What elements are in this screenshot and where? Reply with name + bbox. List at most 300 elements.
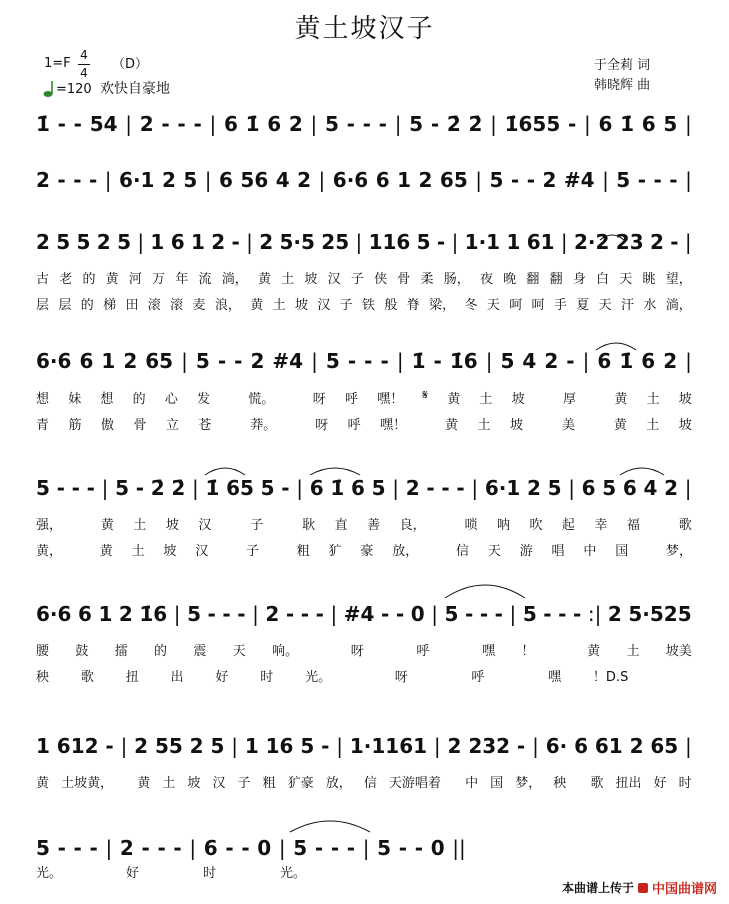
bar-line: | xyxy=(509,602,517,626)
note: - xyxy=(234,349,243,373)
lyric-syllable: 粗 xyxy=(296,544,310,559)
note: 6 xyxy=(622,476,637,500)
lyric-syllable: 吹 xyxy=(529,518,543,533)
note: 5·5 xyxy=(279,230,315,254)
note: 232 xyxy=(468,734,511,758)
lyric-syllable: 流 xyxy=(198,272,212,287)
lyric-syllable: 天 xyxy=(486,298,500,313)
lyric-syllable: 土 xyxy=(626,644,640,659)
lyric-syllable: 脊 xyxy=(406,298,420,313)
lyric-syllable: 坡 xyxy=(511,392,525,407)
lyric-line-5 xyxy=(36,514,692,532)
tempo-mark: =120 xyxy=(56,82,92,97)
note: 55 xyxy=(154,734,183,758)
lyric-syllable: 强， xyxy=(36,518,63,533)
bar-line: | xyxy=(318,168,326,192)
note: 16 xyxy=(265,734,294,758)
note: 1̇ xyxy=(619,349,634,373)
lyric-syllable: 子 xyxy=(250,518,264,533)
lyric-syllable: 万 xyxy=(152,272,166,287)
lyric-syllable: 歌 xyxy=(80,670,94,685)
composer-credit: 韩晓辉 曲 xyxy=(594,78,651,93)
lyric-syllable: 信 xyxy=(363,776,377,791)
lyric-syllable: 呐 xyxy=(496,518,510,533)
lyric-line-7 xyxy=(36,640,692,658)
bar-line: | xyxy=(362,836,370,860)
note: 25 xyxy=(321,230,350,254)
note: - xyxy=(161,112,170,136)
note: - xyxy=(73,836,82,860)
bar-line: | xyxy=(105,836,113,860)
lyric-syllable: 腰 xyxy=(36,644,50,659)
bar-line: | xyxy=(296,476,304,500)
note: - xyxy=(237,602,246,626)
staff-row-4 xyxy=(36,343,692,379)
bar-line: || xyxy=(452,836,466,860)
lyric-syllable: 筋 xyxy=(68,418,82,433)
bar-line: | xyxy=(120,734,128,758)
site-logo-icon xyxy=(638,883,648,893)
lyric-syllable: 中 xyxy=(465,776,479,791)
bar-line: | xyxy=(173,602,181,626)
lyric-syllable: 放， xyxy=(325,776,352,791)
lyric-syllable: 国 xyxy=(490,776,504,791)
lyric-syllable: 粗 xyxy=(262,776,276,791)
note: 5 xyxy=(260,476,275,500)
note: 2 xyxy=(123,349,138,373)
note: 5 xyxy=(187,602,201,626)
bar-line: | xyxy=(431,602,438,626)
note: 2 xyxy=(526,476,541,500)
note: 1·1161 xyxy=(349,734,428,758)
bar-line: | xyxy=(602,168,609,192)
lyric-syllable: 坡 xyxy=(163,544,177,559)
note: 6 xyxy=(350,476,365,500)
lyric-syllable: 震 xyxy=(193,644,207,659)
lyric-syllable: 般 xyxy=(384,298,398,313)
note: 4 xyxy=(643,476,658,500)
note: 54 xyxy=(89,112,118,136)
expression-mark: 欢快自豪地 xyxy=(100,81,170,97)
lyric-line-9 xyxy=(36,772,692,790)
note: - xyxy=(494,602,503,626)
lyric-syllable: 直 xyxy=(334,518,348,533)
note: - xyxy=(573,602,582,626)
lyricist-credit: 于全莉 词 xyxy=(594,58,651,73)
lyric-syllable: 呵 xyxy=(509,298,523,313)
note: 2 xyxy=(36,168,50,192)
lyric-syllable: 呀 xyxy=(315,418,329,433)
lyric-syllable: 汉 xyxy=(195,544,209,559)
note: 5 xyxy=(195,349,210,373)
note: - xyxy=(89,168,98,192)
note: - xyxy=(395,602,405,626)
lyric-syllable: 扭 xyxy=(125,670,139,685)
note: 6 xyxy=(598,112,613,136)
key-signature: 1=F xyxy=(44,56,71,71)
note: 2 xyxy=(259,230,274,254)
note: 2 xyxy=(161,168,176,192)
quarter-note-icon xyxy=(43,80,57,98)
lyric-syllable: ！D.S xyxy=(592,670,629,685)
note: 1 xyxy=(506,230,521,254)
lyric-syllable: 身 xyxy=(572,272,586,287)
lyric-syllable: 夏 xyxy=(576,298,590,313)
lyric-syllable: 坡 xyxy=(165,518,179,533)
bar-line: | xyxy=(685,168,692,192)
bar-line: | xyxy=(192,476,199,500)
lyric-syllable: 豪 xyxy=(360,544,374,559)
lyric-syllable: 鼓 xyxy=(75,644,89,659)
note: 1̇ xyxy=(411,349,426,373)
staff-row-6 xyxy=(36,596,692,632)
note: - xyxy=(436,230,446,254)
lyric-syllable: 光。 xyxy=(36,866,63,881)
note: - xyxy=(414,836,424,860)
note: 1 xyxy=(190,230,205,254)
note: 2 xyxy=(119,836,134,860)
note: 2 xyxy=(134,734,149,758)
bar-line: | xyxy=(181,349,188,373)
lyric-syllable: 老 xyxy=(59,272,73,287)
note: 2 xyxy=(189,734,204,758)
note: 1̇ xyxy=(36,112,50,136)
note: 2 xyxy=(265,602,280,626)
bar-line: | xyxy=(310,112,318,136)
note: 1̇ xyxy=(330,476,345,500)
note: 6 xyxy=(641,349,656,373)
note: 6 xyxy=(574,734,588,758)
note: 1 xyxy=(36,734,50,758)
bar-line: | xyxy=(396,349,404,373)
note: - xyxy=(398,836,408,860)
note: 5 xyxy=(36,476,50,500)
lyric-syllable: 发 xyxy=(197,392,211,407)
note: - xyxy=(346,836,356,860)
lyric-syllable: 梦， xyxy=(665,544,692,559)
note: - xyxy=(566,349,575,373)
upload-footer: 本曲谱上传于 中国曲谱网 xyxy=(562,878,717,897)
note: 65 xyxy=(145,349,174,373)
note: 2 xyxy=(418,168,433,192)
lyric-syllable: 柔 xyxy=(420,272,434,287)
lyric-syllable: 坡美 xyxy=(665,644,692,659)
note: 6·1 xyxy=(119,168,155,192)
bar-line: | xyxy=(231,734,238,758)
lyric-syllable: 莽。 xyxy=(250,418,277,433)
lyric-syllable: 好 xyxy=(653,776,667,791)
bar-line: | xyxy=(684,476,692,500)
lyric-syllable: 耿 xyxy=(302,518,316,533)
bar-line: | xyxy=(125,112,133,136)
note: 5 xyxy=(117,230,131,254)
lyric-syllable: 黄 xyxy=(105,272,119,287)
note: - xyxy=(141,836,150,860)
note: 5 xyxy=(409,112,424,136)
bar-line: | xyxy=(101,476,109,500)
lyric-syllable: 淌， xyxy=(221,272,248,287)
note: 2 xyxy=(36,230,50,254)
lyric-syllable: 梦， xyxy=(515,776,542,791)
staff-row-8 xyxy=(36,830,466,866)
note: - xyxy=(479,602,489,626)
lyric-syllable: 肠， xyxy=(443,272,470,287)
note: 6 xyxy=(597,349,612,373)
time-signature: 4 4 xyxy=(78,48,90,81)
lyric-syllable: 黄 xyxy=(99,544,113,559)
lyric-syllable: 淌， xyxy=(665,298,692,313)
lyric-syllable: 唱 xyxy=(551,544,565,559)
note: - xyxy=(241,836,250,860)
lyric-syllable: 立 xyxy=(165,418,179,433)
lyric-syllable: 铁 xyxy=(362,298,376,313)
lyric-syllable: 良， xyxy=(399,518,426,533)
lyric-syllable: 时 xyxy=(202,866,216,881)
note: 5 xyxy=(115,476,130,500)
lyric-syllable: 𝄋 xyxy=(422,388,428,403)
note: 5 xyxy=(36,836,50,860)
lyric-syllable: 起 xyxy=(561,518,575,533)
note: 6 xyxy=(77,602,92,626)
lyric-syllable: 秧 xyxy=(553,776,567,791)
lyric-syllable: 层 xyxy=(36,298,50,313)
note: - xyxy=(426,476,435,500)
lyric-syllable: 唢 xyxy=(464,518,478,533)
lyric-syllable: 年 xyxy=(175,272,189,287)
note: 2̇ xyxy=(171,476,186,500)
lyric-syllable: 擂 xyxy=(114,644,128,659)
note: - xyxy=(330,836,340,860)
bar-line: | xyxy=(278,836,286,860)
note: 2̇ xyxy=(150,476,165,500)
bar-line: | xyxy=(311,349,318,373)
lyric-syllable: 子 xyxy=(339,298,353,313)
lyric-syllable: 秧 xyxy=(36,670,50,685)
lyric-syllable: 的 xyxy=(132,392,146,407)
lyric-syllable: 呀 xyxy=(350,644,364,659)
note: 6 xyxy=(170,230,185,254)
note: 0 xyxy=(430,836,445,860)
lyric-syllable: 坡 xyxy=(509,418,523,433)
note: 612 xyxy=(56,734,99,758)
note: 65 xyxy=(439,168,468,192)
lyric-syllable: 美 xyxy=(561,418,575,433)
lyric-syllable: 水 xyxy=(643,298,657,313)
note: 6 xyxy=(641,112,656,136)
lyric-syllable: 天游唱着 xyxy=(388,776,441,791)
lyric-syllable: 梁， xyxy=(429,298,456,313)
lyric-syllable: 信 xyxy=(455,544,469,559)
note: - xyxy=(347,349,357,373)
lyric-syllable: 子 xyxy=(237,776,251,791)
note: - xyxy=(135,476,145,500)
note: #4 xyxy=(563,168,595,192)
note: - xyxy=(73,112,82,136)
bar-line: | xyxy=(336,734,344,758)
lyric-syllable: 汉 xyxy=(212,776,226,791)
note: - xyxy=(231,230,240,254)
note: 2 xyxy=(607,602,622,626)
note: 61 xyxy=(526,230,555,254)
lyric-syllable: 坡 xyxy=(187,776,201,791)
bar-line: | xyxy=(584,112,591,136)
bar-line: | xyxy=(568,476,575,500)
note: - xyxy=(157,836,166,860)
lyric-syllable: 晚 xyxy=(503,272,517,287)
lyric-syllable: 黄 xyxy=(257,272,271,287)
staff-row-3 xyxy=(36,224,692,260)
note: - xyxy=(558,602,567,626)
bar-line: | xyxy=(209,112,217,136)
note: 5 xyxy=(293,836,308,860)
lyric-syllable: 翻 xyxy=(526,272,540,287)
lyric-syllable: 天 xyxy=(619,272,633,287)
lyric-syllable: 浪， xyxy=(214,298,241,313)
note: #4 xyxy=(343,602,375,626)
lyric-syllable: 犷豪 xyxy=(287,776,314,791)
lyric-syllable: 心 xyxy=(164,392,178,407)
score-title: 黄土坡汉子 xyxy=(294,14,435,44)
lyric-syllable: 呼 xyxy=(416,644,430,659)
bar-line: | xyxy=(451,230,459,254)
lyric-syllable: 汉 xyxy=(327,272,341,287)
note: - xyxy=(105,734,114,758)
lyric-syllable: 歌 xyxy=(590,776,604,791)
lyric-syllable: 土 xyxy=(281,272,295,287)
note: - xyxy=(637,168,647,192)
lyric-syllable: 土 xyxy=(131,544,145,559)
note: - xyxy=(380,349,389,373)
staff-row-5 xyxy=(36,470,692,506)
lyric-syllable: 呵 xyxy=(531,298,545,313)
lyric-syllable: 福 xyxy=(626,518,640,533)
lyric-syllable: 天 xyxy=(487,544,501,559)
bar-line: | xyxy=(490,112,497,136)
lyric-line-3 xyxy=(36,388,692,406)
site-logo-text[interactable]: 中国曲谱网 xyxy=(651,882,717,897)
lyric-syllable: 骨 xyxy=(397,272,411,287)
lyric-syllable: 土坡黄， xyxy=(61,776,114,791)
note: 1 xyxy=(101,349,116,373)
lyric-syllable: 古 xyxy=(36,272,50,287)
lyric-syllable: 时 xyxy=(260,670,274,685)
note: - xyxy=(73,168,82,192)
note: 6 xyxy=(219,168,233,192)
note: 5 xyxy=(522,602,537,626)
lyric-syllable: 游 xyxy=(519,544,533,559)
note: - xyxy=(300,602,310,626)
lyric-syllable: 滚 xyxy=(170,298,184,313)
note: - xyxy=(441,476,450,500)
lyric-syllable: 手 xyxy=(553,298,567,313)
bar-line: | xyxy=(475,168,482,192)
note: 6 xyxy=(309,476,324,500)
note: 6·1 xyxy=(484,476,521,500)
note: 5 xyxy=(183,168,198,192)
note: - xyxy=(433,349,442,373)
note: - xyxy=(510,168,520,192)
lyric-syllable: 梯 xyxy=(103,298,117,313)
lyric-syllable: 的 xyxy=(82,272,96,287)
note: 4 xyxy=(275,168,290,192)
lyric-syllable: 黄 xyxy=(445,418,459,433)
lyric-syllable: 慌。 xyxy=(248,392,275,407)
note: 2 xyxy=(139,112,154,136)
lyric-syllable: 黄 xyxy=(614,392,628,407)
lyric-syllable: 嘿！ xyxy=(377,392,404,407)
lyric-syllable: 眺 xyxy=(642,272,656,287)
lyric-syllable: 嘿 xyxy=(548,670,562,685)
bar-line: | xyxy=(560,230,568,254)
note: 61 xyxy=(594,734,623,758)
note: - xyxy=(567,112,577,136)
note: - xyxy=(526,168,535,192)
bar-line: | xyxy=(246,230,253,254)
lyric-syllable: 放， xyxy=(392,544,419,559)
note: 6·6 xyxy=(36,602,72,626)
bar-line: | xyxy=(104,168,112,192)
note: 6·6 xyxy=(332,168,369,192)
note: 5 xyxy=(663,112,678,136)
lyric-syllable: 黄 xyxy=(250,298,264,313)
lyric-syllable: 扭出 xyxy=(615,776,642,791)
lyric-syllable: 层 xyxy=(58,298,72,313)
note: 1̇6 xyxy=(139,602,168,626)
lyric-syllable: 想 xyxy=(100,392,114,407)
lyric-syllable: 天 xyxy=(232,644,246,659)
note: - xyxy=(456,476,465,500)
lyric-syllable: 歌 xyxy=(678,518,692,533)
staff-row-2 xyxy=(36,162,692,198)
lyric-syllable: 呀 xyxy=(394,670,408,685)
note: 5 xyxy=(602,476,617,500)
note: 5 xyxy=(76,230,91,254)
lyric-syllable: 青 xyxy=(36,418,50,433)
lyric-syllable: 黄 xyxy=(36,776,50,791)
staff-row-7 xyxy=(36,728,692,764)
lyric-syllable: 土 xyxy=(646,392,660,407)
lyric-syllable: 土 xyxy=(477,418,491,433)
note: - xyxy=(670,230,679,254)
bar-line: | xyxy=(394,112,402,136)
lyric-syllable: 中 xyxy=(583,544,597,559)
note: 5·525 xyxy=(628,602,692,626)
lyric-syllable: 善 xyxy=(367,518,381,533)
lyric-syllable: 嘿！ xyxy=(380,418,407,433)
lyric-syllable: 汉 xyxy=(317,298,331,313)
note: 5 xyxy=(547,476,562,500)
note: 5 xyxy=(324,112,339,136)
lyric-syllable: 滚 xyxy=(147,298,161,313)
lyric-syllable: 汗 xyxy=(620,298,634,313)
lyric-syllable: 响。 xyxy=(272,644,299,659)
lyric-syllable: 土 xyxy=(272,298,286,313)
bar-line: | xyxy=(471,476,479,500)
note: - xyxy=(364,349,373,373)
bar-line: | xyxy=(433,734,441,758)
lyric-syllable: 侠 xyxy=(374,272,388,287)
note: 0 xyxy=(257,836,272,860)
lyric-line-4 xyxy=(36,414,692,432)
note: - xyxy=(346,112,355,136)
note: 6·6 xyxy=(36,349,72,373)
bar-line: | xyxy=(330,602,338,626)
note: - xyxy=(225,836,234,860)
note: 4 xyxy=(522,349,537,373)
lyric-syllable: 坡 xyxy=(304,272,318,287)
note: 6 xyxy=(203,836,218,860)
lyric-syllable: 犷 xyxy=(328,544,342,559)
